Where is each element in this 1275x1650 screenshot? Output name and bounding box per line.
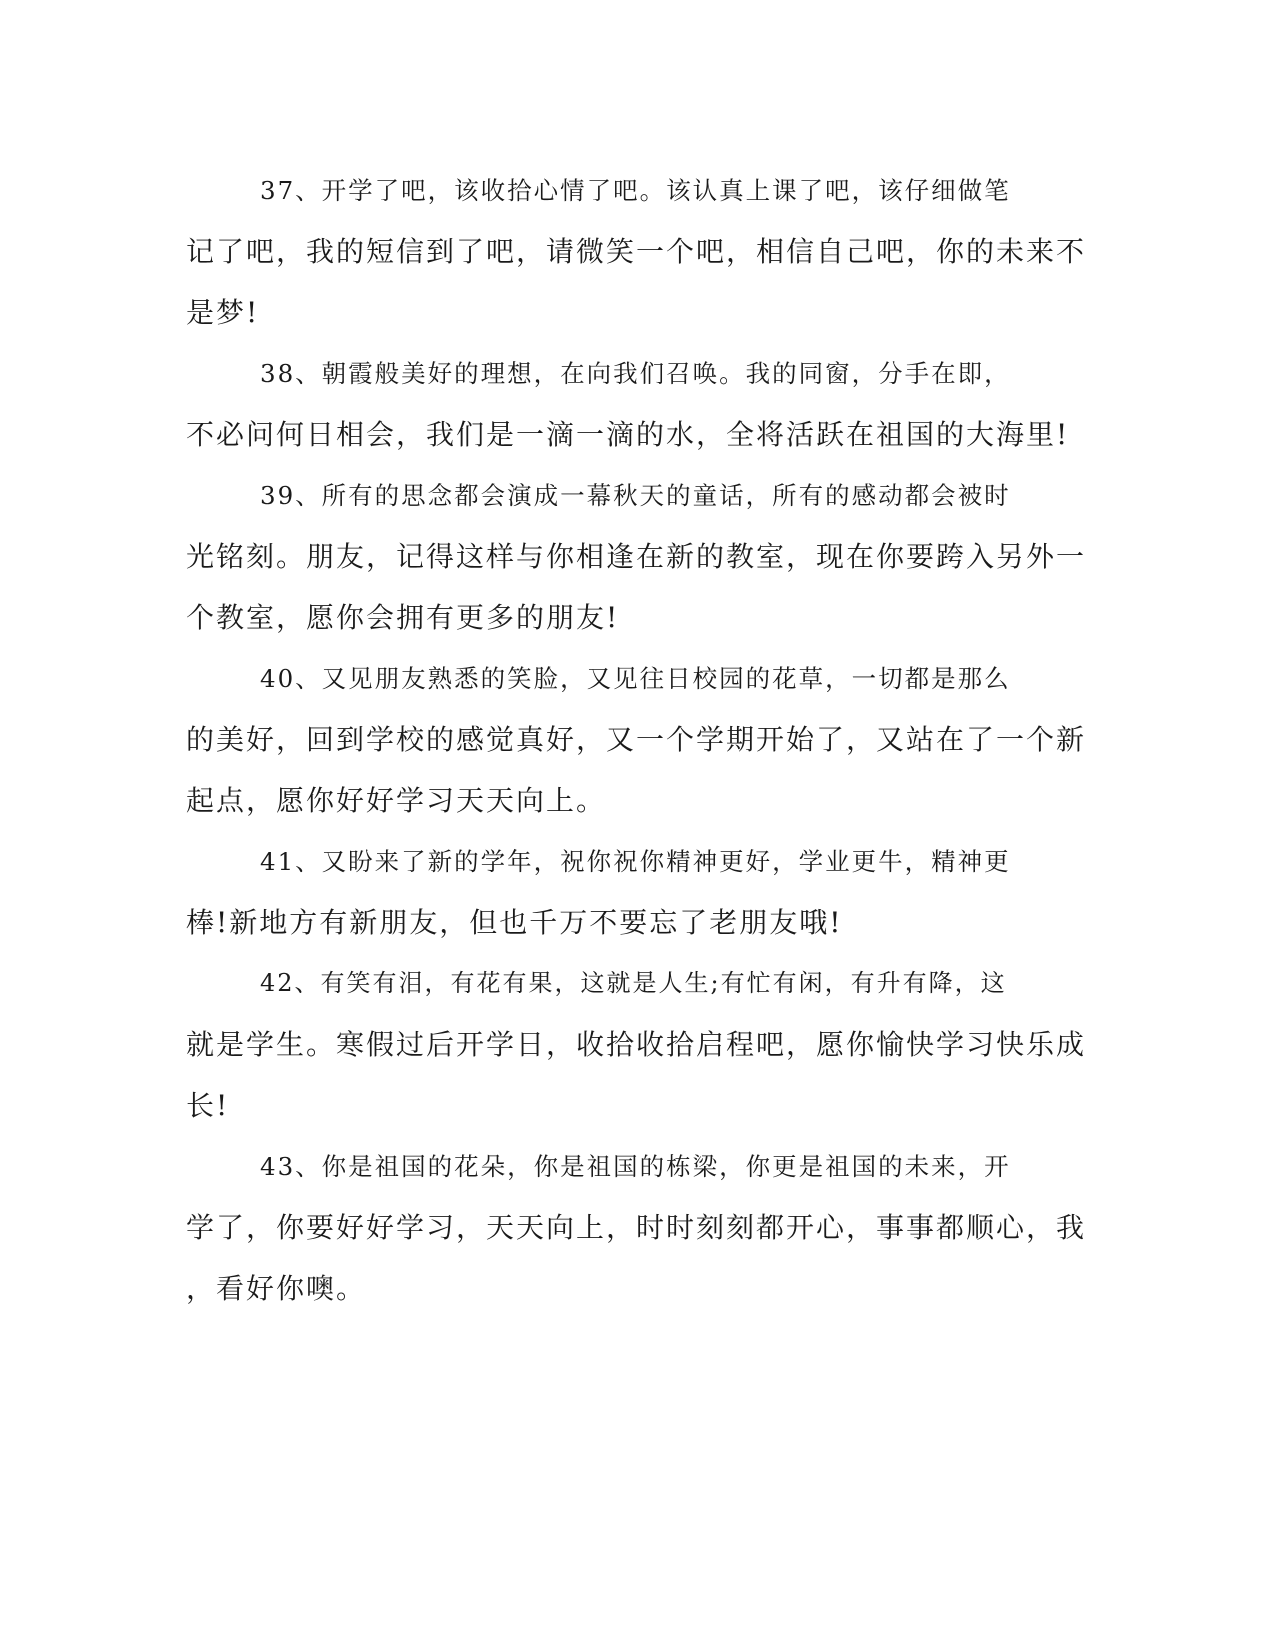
paragraph-line: ，看好你噢。 xyxy=(186,1272,367,1305)
paragraph-line: 38、朝霞般美好的理想，在向我们召唤。我的同窗，分手在即， xyxy=(260,359,1011,388)
paragraph-line: 41、又盼来了新的学年，祝你祝你精神更好，学业更牛，精神更 xyxy=(260,847,1011,876)
paragraph-line: 就是学生。寒假过后开学日，收拾收拾启程吧，愿你愉快学习快乐成 xyxy=(186,1028,1087,1061)
paragraph-line: 起点，愿你好好学习天天向上。 xyxy=(186,784,607,817)
paragraph-line: 42、有笑有泪，有花有果，这就是人生;有忙有闲，有升有降，这 xyxy=(260,969,1007,997)
paragraph-line: 不必问何日相会，我们是一滴一滴的水，全将活跃在祖国的大海里! xyxy=(186,418,1070,451)
paragraph-line: 40、又见朋友熟悉的笑脸，又见往日校园的花草，一切都是那么 xyxy=(260,664,1011,693)
paragraph-line: 长! xyxy=(186,1089,230,1122)
paragraph-41 xyxy=(186,831,1088,953)
paragraph-line: 37、开学了吧，该收拾心情了吧。该认真上课了吧，该仔细做笔 xyxy=(260,176,1011,205)
paragraph-43 xyxy=(186,1136,1088,1319)
paragraph-line: 的美好，回到学校的感觉真好，又一个学期开始了，又站在了一个新 xyxy=(186,723,1087,756)
paragraph-line: 39、所有的思念都会演成一幕秋天的童话，所有的感动都会被时 xyxy=(260,481,1011,510)
paragraph-line: 是梦! xyxy=(186,296,260,329)
paragraph-line: 43、你是祖国的花朵，你是祖国的栋梁，你更是祖国的未来，开 xyxy=(260,1152,1011,1181)
paragraph-line: 学了，你要好好学习，天天向上，时时刻刻都开心，事事都顺心，我 xyxy=(186,1211,1087,1244)
paragraph-38 xyxy=(186,343,1088,465)
paragraph-line: 光铭刻。朋友，记得这样与你相逢在新的教室，现在你要跨入另外一 xyxy=(186,540,1087,573)
paragraph-line: 个教室，愿你会拥有更多的朋友! xyxy=(186,601,620,634)
paragraph-line: 记了吧，我的短信到了吧，请微笑一个吧，相信自己吧，你的未来不 xyxy=(186,235,1087,268)
paragraph-37 xyxy=(186,160,1088,343)
paragraph-line: 棒!新地方有新朋友，但也千万不要忘了老朋友哦! xyxy=(186,906,843,939)
paragraph-39 xyxy=(186,465,1088,648)
document-body xyxy=(186,160,1088,1319)
paragraph-42 xyxy=(186,953,1088,1136)
paragraph-40 xyxy=(186,648,1088,831)
